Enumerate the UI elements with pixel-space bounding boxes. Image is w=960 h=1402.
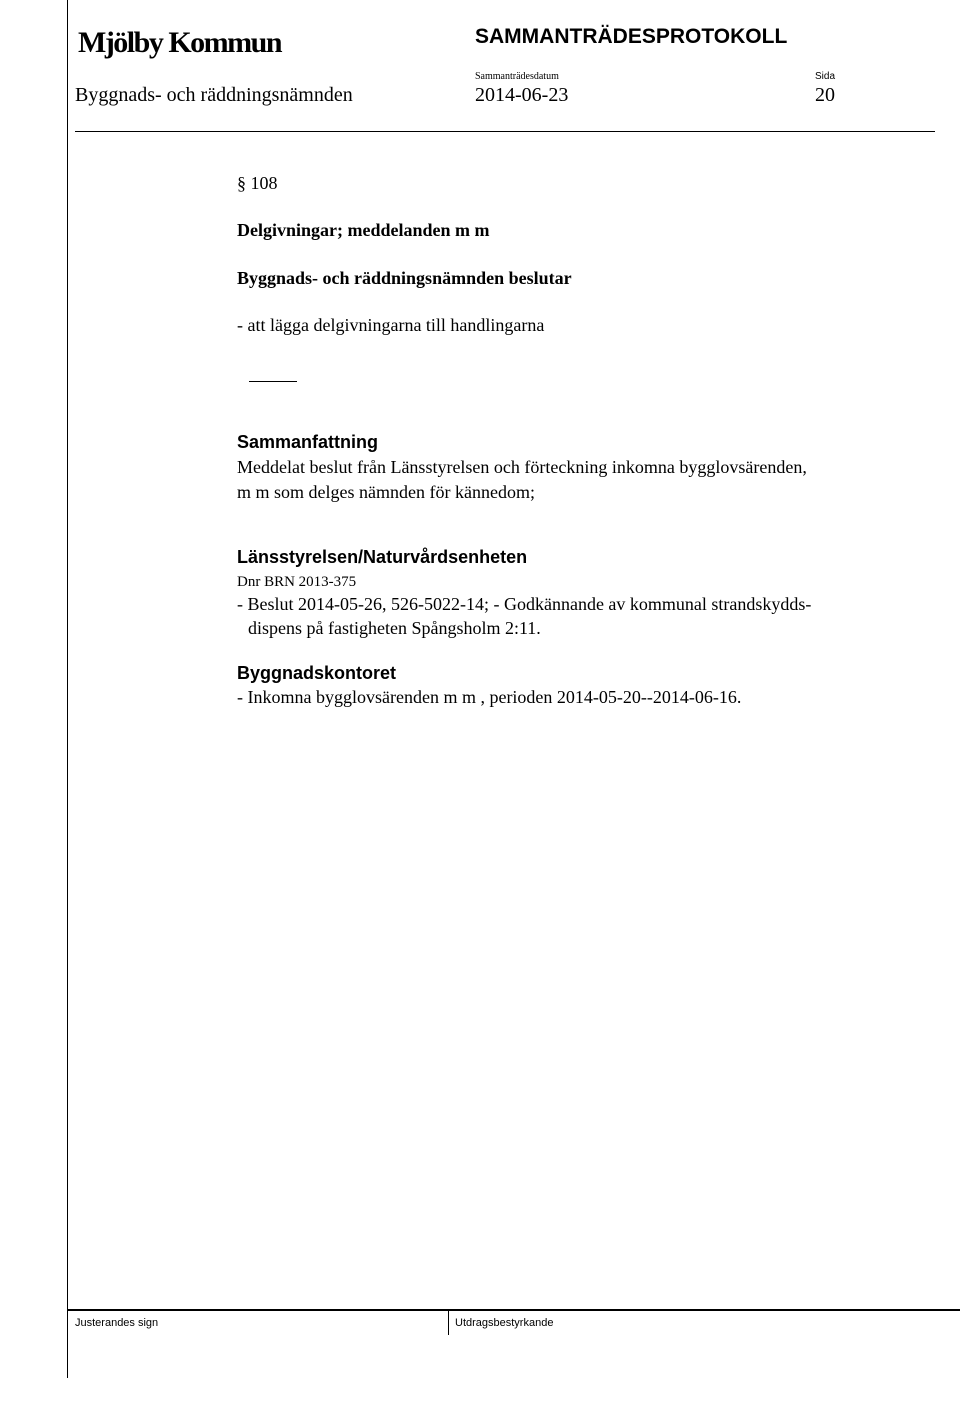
document-type: SAMMANTRÄDESPROTOKOLL: [475, 25, 788, 48]
decision-text: - att lägga delgivningarna till handlingarna: [237, 315, 545, 335]
footer-divider: [67, 1309, 960, 1311]
meeting-date: 2014-06-23: [475, 84, 569, 106]
section-line: dispens på fastigheten Spångsholm 2:11.: [248, 618, 541, 638]
footer-column-divider: [448, 1309, 449, 1335]
extract-certification-label: Utdragsbestyrkande: [455, 1317, 554, 1329]
page-number: 20: [815, 84, 835, 106]
decision-heading: Byggnads- och räddningsnämnden beslutar: [237, 268, 572, 288]
page-label: Sida: [815, 71, 836, 82]
separator-rule: [249, 381, 297, 382]
section-line: - Inkomna bygglovsärenden m m , perioden 2014-05-20--2014-06-16.: [237, 687, 742, 707]
section-heading: Byggnadskontoret: [237, 663, 397, 683]
date-label: Sammanträdesdatum: [475, 71, 559, 82]
summary-line: m m som delges nämnden för kännedom;: [237, 482, 535, 502]
adjuster-signature-label: Justerandes sign: [75, 1317, 159, 1329]
margin-line: [67, 0, 68, 1378]
section-line: - Beslut 2014-05-26, 526-5022-14; - Godkännande av kommunal strandskydds-: [237, 594, 812, 614]
header-divider: [75, 131, 935, 132]
item-title: Delgivningar; meddelanden m m: [237, 220, 490, 240]
summary-heading: Sammanfattning: [237, 432, 379, 452]
section-heading: Länsstyrelsen/Naturvårdsenheten: [237, 547, 528, 567]
organization-name: Mjölby Kommun: [78, 26, 282, 59]
section-number: § 108: [237, 173, 278, 193]
summary-line: Meddelat beslut från Länsstyrelsen och förteckning inkomna bygglovsärenden,: [237, 457, 807, 477]
committee-name: Byggnads- och räddningsnämnden: [75, 84, 353, 106]
case-number: Dnr BRN 2013-375: [237, 574, 357, 590]
